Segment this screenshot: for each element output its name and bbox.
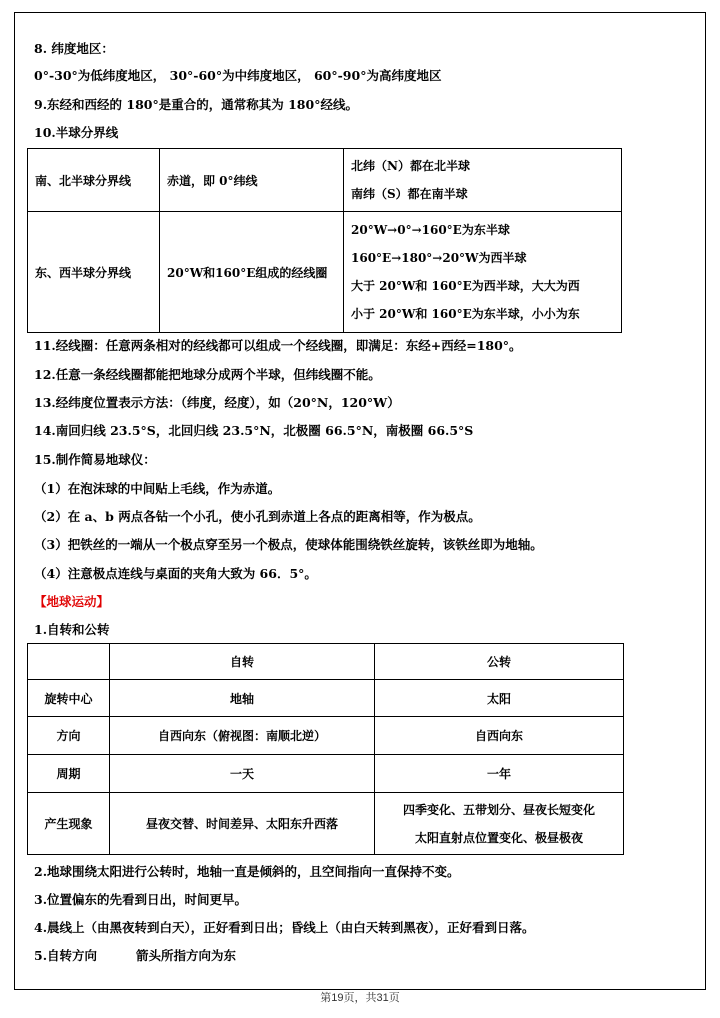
cell-line: 小于 20°W和 160°E为东半球，小小为东: [351, 307, 580, 321]
table-cell: 旋转中心: [28, 680, 110, 717]
table-cell: 一年: [375, 755, 624, 793]
table-cell: 一天: [110, 755, 375, 793]
table-cell: 方向: [28, 717, 110, 755]
table-cell: 自西向东: [375, 717, 624, 755]
item-14: 14.南回归线 23.5°S，北回归线 23.5°N，北极圈 66.5°N，南极圈 66.5°S: [34, 423, 474, 438]
item-15-step-1: （1）在泡沫球的中间贴上毛线，作为赤道。: [34, 481, 281, 496]
table-cell: 南、北半球分界线: [28, 149, 160, 212]
table-header-cell: 公转: [375, 644, 624, 680]
sub-3: 3.位置偏东的先看到日出，时间更早。: [34, 892, 248, 907]
item-13: 13.经纬度位置表示方法：（纬度，经度），如（20°N，120°W）: [34, 395, 400, 410]
table-cell: 地轴: [110, 680, 375, 717]
table-cell: 20°W和160°E组成的经线圈: [160, 212, 344, 333]
sub-5-title: 5.自转方向: [34, 948, 98, 963]
section-heading: 【地球运动】: [34, 594, 110, 609]
item-8-content: 0°-30°为低纬度地区， 30°-60°为中纬度地区， 60°-90°为高纬度地区: [34, 68, 442, 83]
cell-line: 大于 20°W和 160°E为西半球，大大为西: [351, 279, 580, 293]
sub-5-note: 箭头所指方向为东: [136, 948, 237, 963]
item-15-title: 15.制作简易地球仪：: [34, 452, 156, 467]
cell-line: 南纬（S）都在南半球: [351, 187, 468, 201]
table-header-row: [28, 644, 624, 680]
table-row: [28, 680, 624, 717]
item-15-step-3: （3）把铁丝的一端从一个极点穿至另一个极点，使球体能围绕铁丝旋转，该铁丝即为地轴。: [34, 537, 543, 552]
table-row: [28, 212, 622, 333]
item-9: 9.东经和西经的 180°是重合的，通常称其为 180°经线。: [34, 97, 358, 112]
table-cell: [344, 149, 622, 212]
hemisphere-table: [27, 148, 622, 333]
sub-4: 4.晨线上（由黑夜转到白天），正好看到日出；昏线上（由白天转到黑夜），正好看到日落。: [34, 920, 535, 935]
table-cell: 自西向东（俯视图：南顺北逆）: [110, 717, 375, 755]
table-row: [28, 793, 624, 855]
table-row: [28, 149, 622, 212]
cell-line: 四季变化、五带划分、昼夜长短变化: [402, 802, 595, 817]
table-cell: 赤道，即 0°纬线: [160, 149, 344, 212]
sub-1-title: 1.自转和公转: [34, 622, 110, 637]
item-15-step-2: （2）在 a、b 两点各钻一个小孔，使小孔到赤道上各点的距离相等，作为极点。: [34, 509, 481, 524]
cell-line: 20°W→0°→160°E为东半球: [351, 223, 510, 237]
table-header-cell: 自转: [110, 644, 375, 680]
cell-line: 北纬（N）都在北半球: [351, 159, 470, 173]
table-header-cell: [28, 644, 110, 680]
item-12: 12.任意一条经线圈都能把地球分成两个半球，但纬线圈不能。: [34, 367, 381, 382]
motion-table: [27, 643, 624, 855]
item-10-title: 10.半球分界线: [34, 125, 119, 140]
item-15-step-4: （4）注意极点连线与桌面的夹角大致为 66．5°。: [34, 566, 317, 581]
table-cell: [344, 212, 622, 333]
item-8-title: 8. 纬度地区：: [34, 41, 114, 56]
table-cell: 产生现象: [28, 793, 110, 855]
cell-line: 太阳直射点位置变化、极昼极夜: [414, 830, 583, 845]
table-cell: 东、西半球分界线: [28, 212, 160, 333]
sub-2: 2.地球围绕太阳进行公转时，地轴一直是倾斜的，且空间指向一直保持不变。: [34, 864, 460, 879]
table-cell: 周期: [28, 755, 110, 793]
table-cell: 昼夜交替、时间差异、太阳东升西落: [110, 793, 375, 855]
table-cell: 太阳: [375, 680, 624, 717]
table-row: [28, 717, 624, 755]
table-cell: [375, 793, 624, 855]
cell-line: 160°E→180°→20°W为西半球: [351, 251, 527, 265]
page-footer: 第19页，共31页: [320, 992, 400, 1004]
table-row: [28, 755, 624, 793]
item-11: 11.经线圈：任意两条相对的经线都可以组成一个经线圈，即满足：东经+西经=180°。: [34, 338, 522, 353]
